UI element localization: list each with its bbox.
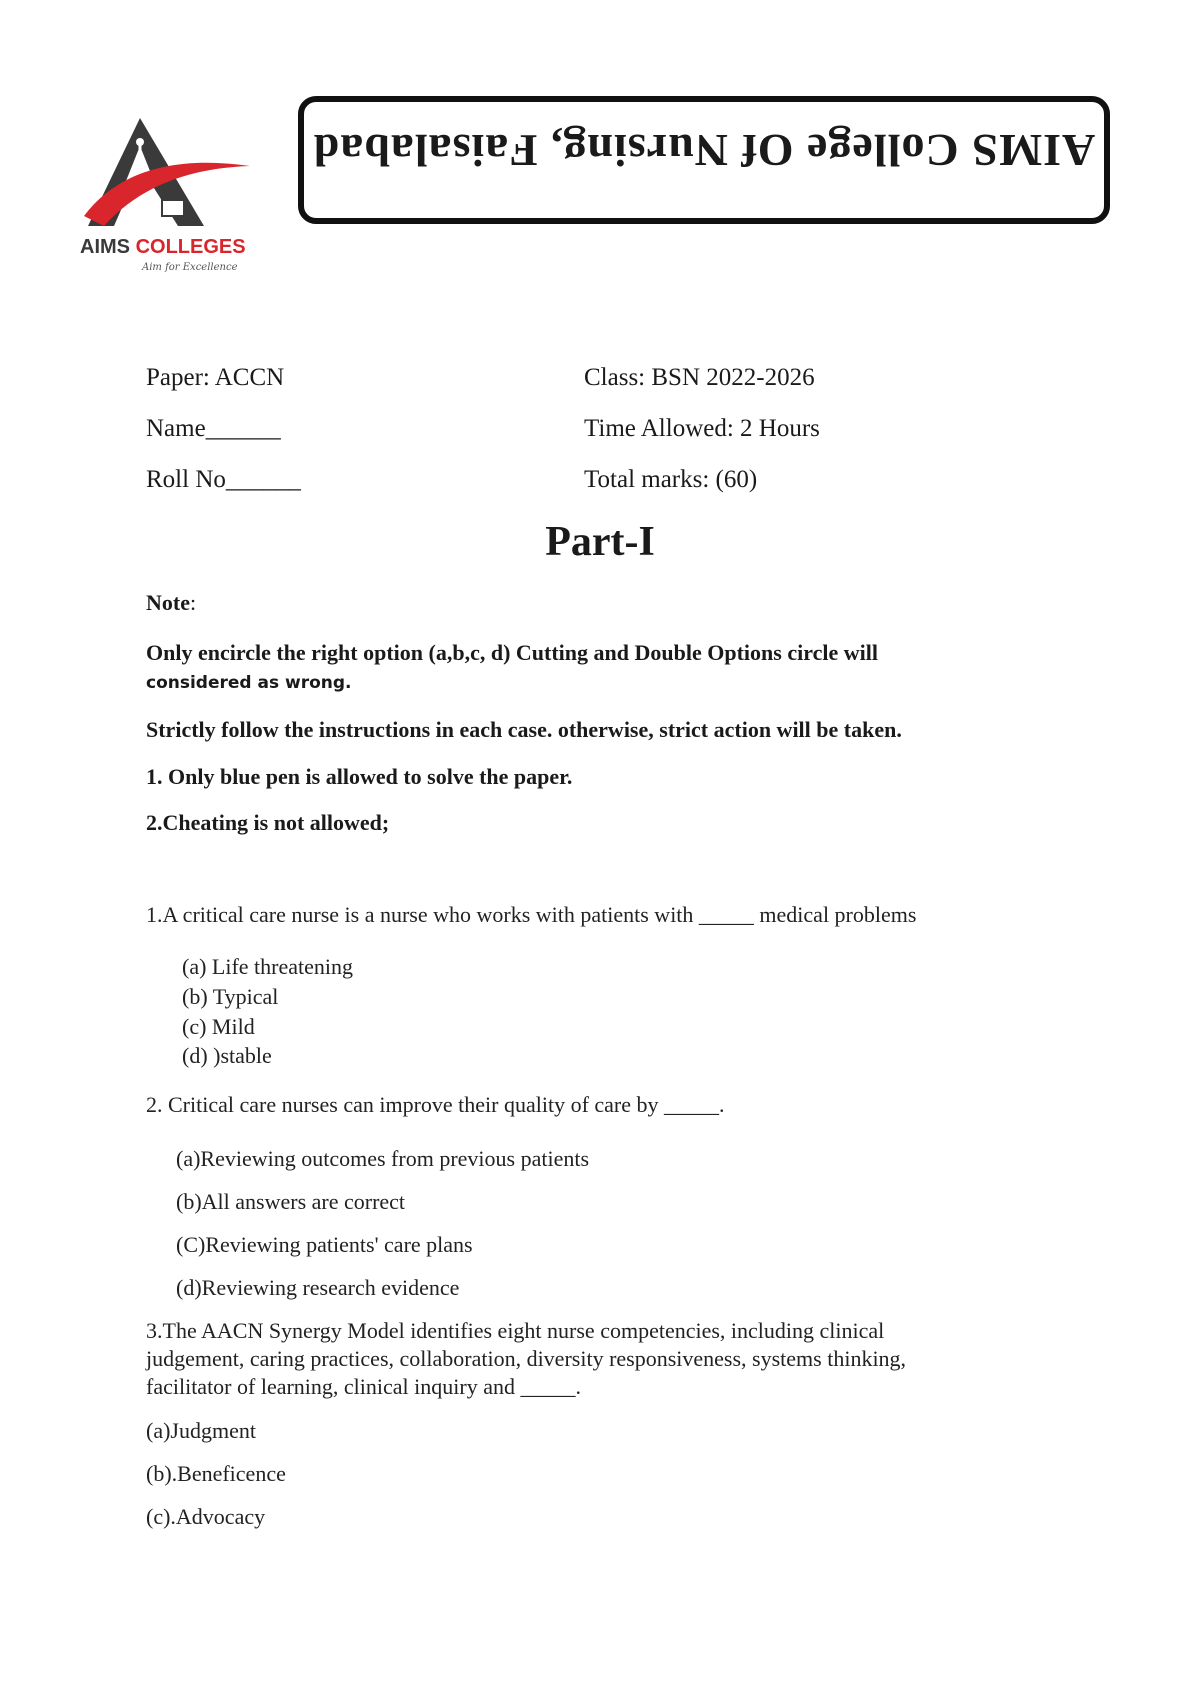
question-2-option: (b)All answers are correct [176,1189,406,1214]
class-label: Class: BSN 2022-2026 [584,364,815,391]
logo-word-secondary: COLLEGES [135,236,246,258]
note-heading [146,590,196,616]
college-logo [80,108,258,280]
note-label-colon: : [189,590,197,615]
question-3-text-line: 3.The AACN Synergy Model identifies eight nurse competencies, including clinical [146,1318,885,1343]
question-3-text-line: facilitator of learning, clinical inquiry and _____. [146,1374,581,1399]
question-3-option: (c).Advocacy [146,1504,266,1529]
header-title-box [298,96,1110,224]
question-2-option: (a)Reviewing outcomes from previous patients [176,1146,590,1171]
total-marks-label: Total marks: (60) [584,466,758,493]
question-3-option: (a)Judgment [146,1418,256,1443]
logo-tagline: Aim for Excellence [142,262,238,273]
logo-word-primary: AIMS [80,236,130,258]
question-3-option: (b).Beneficence [146,1461,286,1486]
note-line: considered as wrong. [146,673,352,693]
question-1-option: (b) Typical [182,984,279,1009]
college-title: AIMS College Of Nursing, Faisalabad [312,125,1096,176]
question-3-text-line: judgement, caring practices, collaboration, diversity responsiveness, systems thinking, [146,1346,907,1371]
question-1-option: (a) Life threatening [182,954,354,979]
question-1-text: 1.A critical care nurse is a nurse who works with patients with _____ medical problems [146,902,917,927]
note-line: Only encircle the right option (a,b,c, d) Cutting and Double Options circle will [146,640,878,665]
time-allowed-label: Time Allowed: 2 Hours [584,415,820,442]
question-2-option: (C)Reviewing patients' care plans [176,1232,473,1257]
paper-label: Paper: ACCN [146,364,285,391]
note-line: 1. Only blue pen is allowed to solve the paper. [146,764,573,789]
question-2-option: (d)Reviewing research evidence [176,1275,460,1300]
roll-no-field-label: Roll No______ [146,466,301,493]
question-2-text: 2. Critical care nurses can improve their quality of care by _____. [146,1092,725,1117]
note-label: Note [146,590,190,615]
question-1-option: (d) )stable [182,1043,272,1068]
part-title: Part-I [545,519,655,565]
question-1-option: (c) Mild [182,1014,255,1039]
name-field-label: Name______ [146,415,281,442]
note-line: Strictly follow the instructions in each case. otherwise, strict action will be taken. [146,717,902,742]
note-line: 2.Cheating is not allowed; [146,810,390,835]
